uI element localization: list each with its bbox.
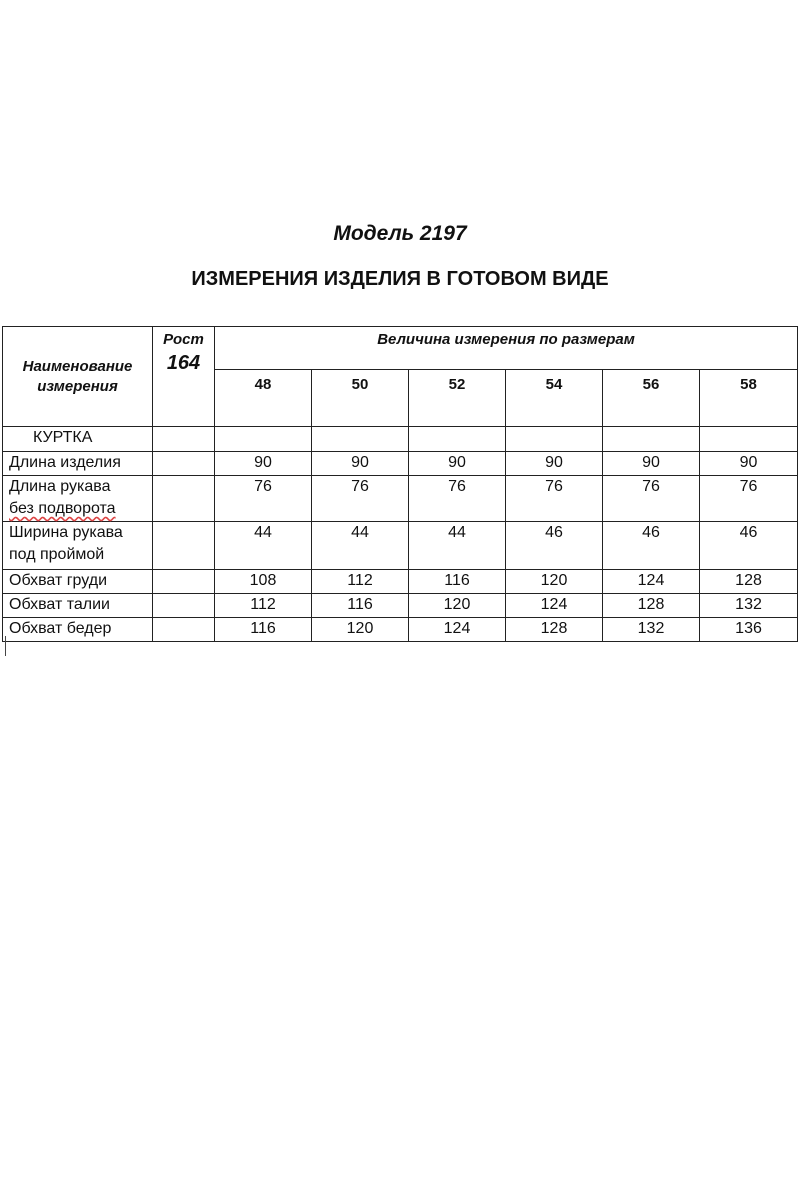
- table-row: [3, 476, 798, 522]
- value-cell: 136: [700, 618, 798, 642]
- value-cell: 90: [700, 452, 798, 476]
- rost-label: Рост: [163, 331, 204, 348]
- row-label-line2: без подворота: [9, 500, 116, 517]
- value-cell: 128: [603, 594, 700, 618]
- row-label: [3, 476, 153, 522]
- table-row: [3, 618, 798, 642]
- name-header-line2: измерения: [37, 377, 118, 395]
- page-title: ИЗМЕРЕНИЯ ИЗДЕЛИЯ В ГОТОВОМ ВИДЕ: [191, 268, 609, 290]
- table-row: [3, 594, 798, 618]
- value-cell: 46: [603, 522, 700, 570]
- row-label: [3, 522, 153, 570]
- value-cell: 132: [603, 618, 700, 642]
- size-header: 48: [215, 370, 312, 427]
- value-cell: 76: [603, 476, 700, 522]
- value-cell: 90: [409, 452, 506, 476]
- value-cell: 90: [312, 452, 409, 476]
- value-cell: 116: [215, 618, 312, 642]
- name-header-line1: Наименование: [22, 357, 133, 375]
- table-row: [3, 522, 798, 570]
- sizes-title: Величина измерения по размерам: [215, 327, 798, 370]
- value-cell: 44: [215, 522, 312, 570]
- value-cell: 116: [409, 570, 506, 594]
- row-label-line2: под проймой: [9, 546, 105, 563]
- value-cell: 116: [312, 594, 409, 618]
- value-cell: 44: [409, 522, 506, 570]
- value-cell: 124: [409, 618, 506, 642]
- value-cell: 124: [603, 570, 700, 594]
- value-cell: 76: [700, 476, 798, 522]
- size-header: 50: [312, 370, 409, 427]
- row-label: Длина изделия: [3, 452, 153, 476]
- row-label: Обхват талии: [3, 594, 153, 618]
- size-header: 56: [603, 370, 700, 427]
- value-cell: 90: [215, 452, 312, 476]
- value-cell: 120: [409, 594, 506, 618]
- rost-header-cell: [153, 327, 215, 427]
- value-cell: 44: [312, 522, 409, 570]
- section-label: КУРТКА: [3, 427, 153, 452]
- model-title: Модель 2197: [333, 222, 467, 245]
- value-cell: 124: [506, 594, 603, 618]
- value-cell: 128: [700, 570, 798, 594]
- table-row: [3, 570, 798, 594]
- row-label: Обхват бедер: [3, 618, 153, 642]
- value-cell: 46: [506, 522, 603, 570]
- value-cell: 76: [506, 476, 603, 522]
- row-label-line1: Длина рукава: [9, 478, 111, 495]
- value-cell: 132: [700, 594, 798, 618]
- row-label-line1: Ширина рукава: [9, 524, 123, 541]
- rost-value: 164: [166, 352, 201, 374]
- measurements-table: [2, 326, 798, 642]
- size-header: 58: [700, 370, 798, 427]
- value-cell: 128: [506, 618, 603, 642]
- value-cell: 112: [312, 570, 409, 594]
- value-cell: 108: [215, 570, 312, 594]
- size-header: 54: [506, 370, 603, 427]
- value-cell: 76: [312, 476, 409, 522]
- value-cell: 120: [312, 618, 409, 642]
- size-header: 52: [409, 370, 506, 427]
- value-cell: 90: [603, 452, 700, 476]
- section-row: [3, 427, 798, 452]
- text-cursor: [5, 636, 6, 656]
- value-cell: 90: [506, 452, 603, 476]
- table-row: [3, 452, 798, 476]
- value-cell: 76: [409, 476, 506, 522]
- name-header-cell: [3, 327, 153, 427]
- value-cell: 46: [700, 522, 798, 570]
- value-cell: 120: [506, 570, 603, 594]
- value-cell: 112: [215, 594, 312, 618]
- row-label: Обхват груди: [3, 570, 153, 594]
- value-cell: 76: [215, 476, 312, 522]
